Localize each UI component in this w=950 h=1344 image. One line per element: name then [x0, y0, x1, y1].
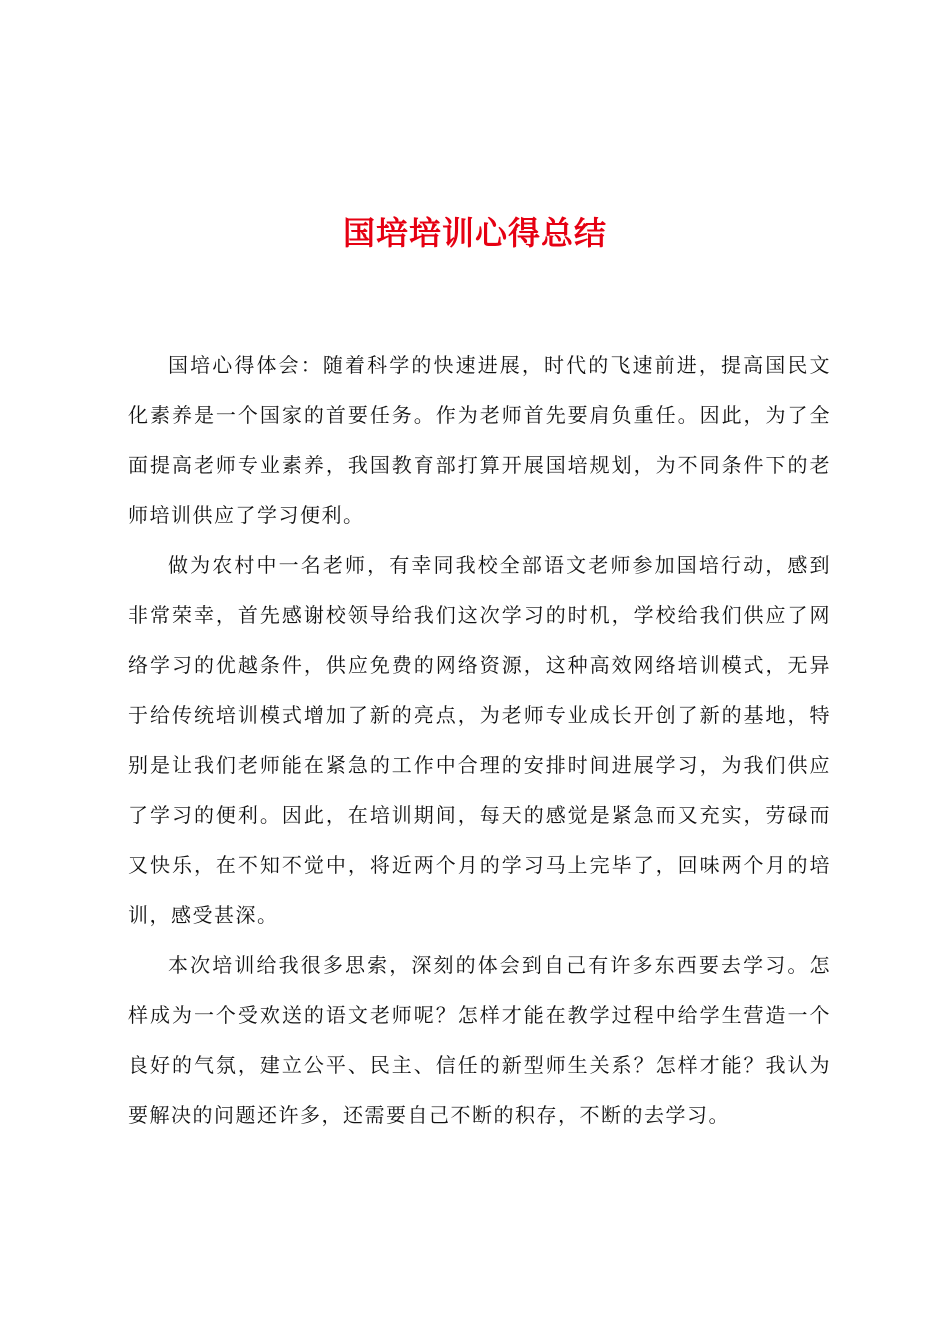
paragraph-2: 做为农村中一名老师，有幸同我校全部语文老师参加国培行动，感到非常荣幸，首先感谢校领导给我们这次学习的时机，学校给我们供应了网络学习的优越条件，供应免费的网络资源，这种高效网络培训模式，无异于给传统培训模式增加了新的亮点，为老师专业成长开创了新的基地，特别是让我们老师能在紧急的工作中合理的安排时间进展学习，为我们供应了学习的便利。因此，在培训期间，每天的感觉是紧急而又充实，劳碌而又快乐，在不知不觉中，将近两个月的学习马上完毕了，回味两个月的培训，感受甚深。 [128, 553, 831, 927]
paragraph-3: 本次培训给我很多思索，深刻的体会到自己有许多东西要去学习。怎样成为一个受欢送的语文老师呢？怎样才能在教学过程中给学生营造一个良好的气氛，建立公平、民主、信任的新型师生关系？怎样才能？我认为要解决的问题还许多，还需要自己不断的积存，不断的去学习。 [128, 953, 831, 1127]
document-title: 国培培训心得总结 [342, 214, 607, 252]
paragraph-1: 国培心得体会：随着科学的快速进展，时代的飞速前进，提高国民文化素养是一个国家的首要任务。作为老师首先要肩负重任。因此，为了全面提高老师专业素养，我国教育部打算开展国培规划，为不同条件下的老师培训供应了学习便利。 [128, 353, 831, 527]
document-body [128, 340, 831, 1140]
